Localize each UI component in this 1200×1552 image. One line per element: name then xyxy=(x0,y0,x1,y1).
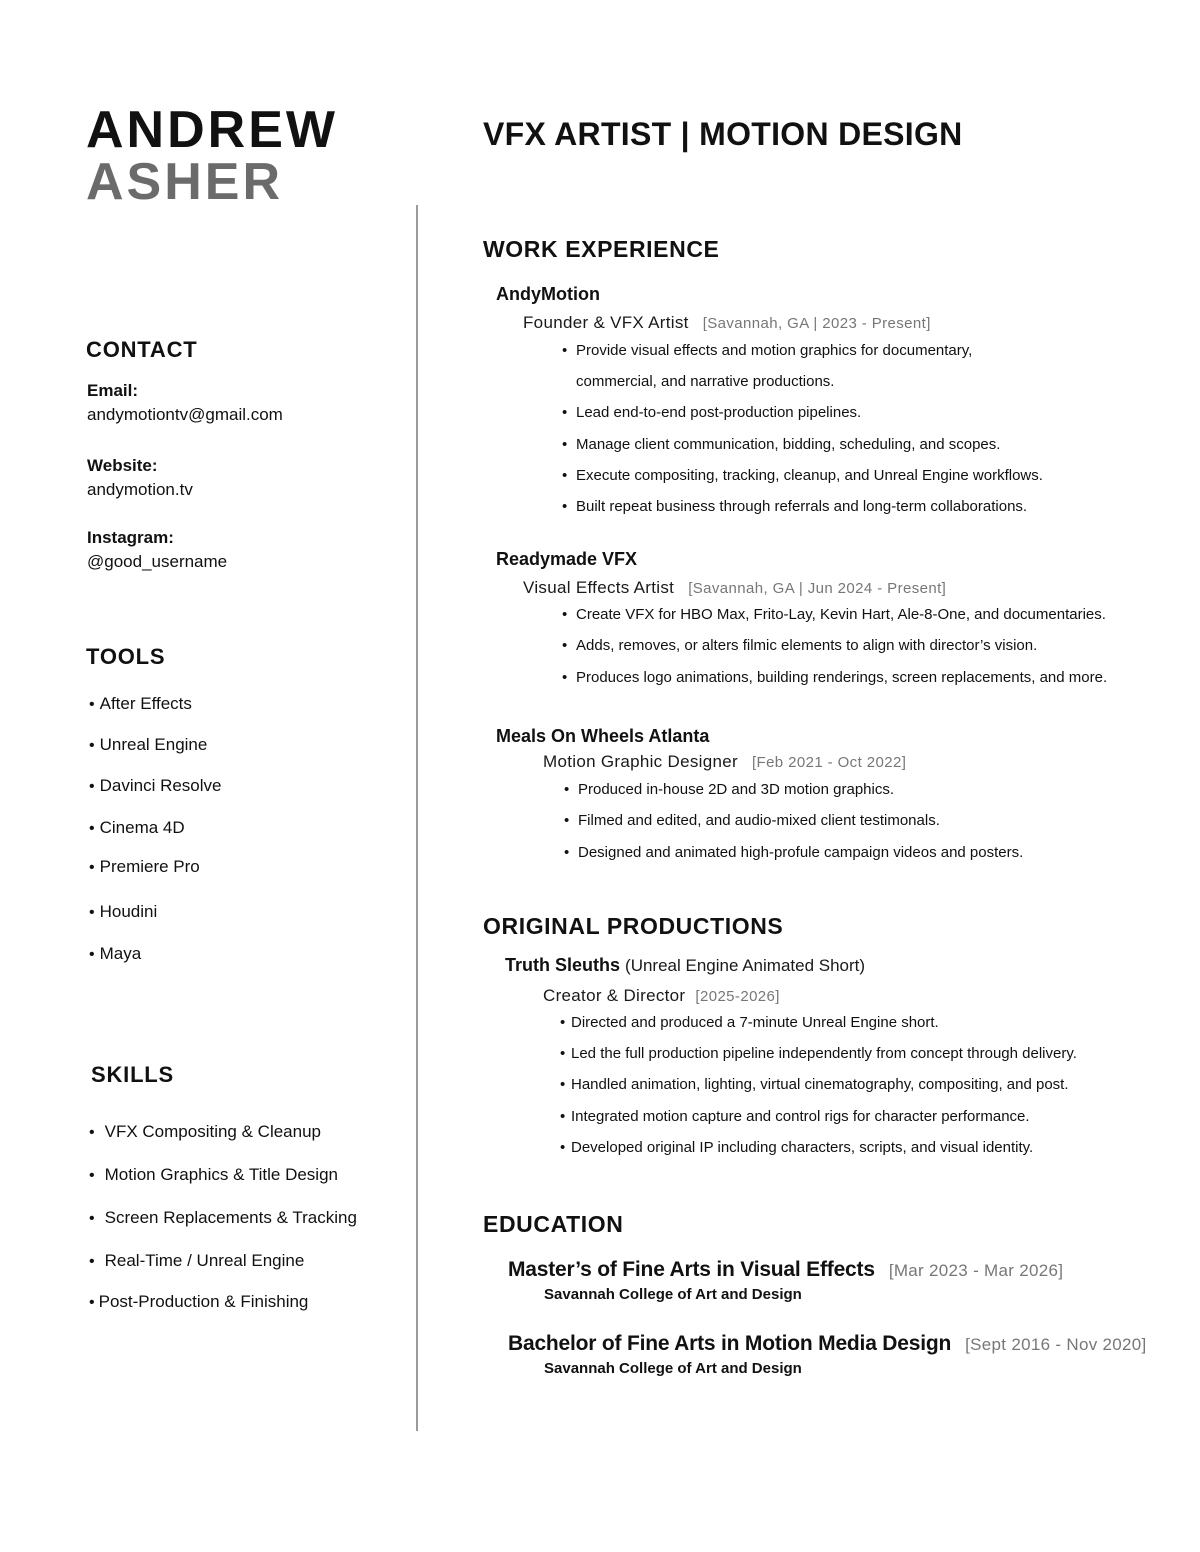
tool-item: • Unreal Engine xyxy=(89,735,208,754)
job-bullet: • Create VFX for HBO Max, Frito-Lay, Kevin Hart, Ale-8-One, and documentaries. xyxy=(562,606,1106,623)
production-bullet: • Directed and produced a 7-minute Unreal Engine short. xyxy=(560,1014,939,1031)
degree-dates: [Sept 2016 - Nov 2020] xyxy=(965,1335,1147,1354)
production-meta: [2025-2026] xyxy=(695,988,780,1005)
production-subtitle: (Unreal Engine Animated Short) xyxy=(625,956,866,975)
job-company: AndyMotion xyxy=(496,284,600,304)
job-meta: [Savannah, GA | Jun 2024 - Present] xyxy=(688,580,947,597)
job-role: Visual Effects Artist [Savannah, GA | Jun 2024 - Present] xyxy=(523,578,947,597)
bullet-icon: • xyxy=(562,498,568,515)
skill-item: • VFX Compositing & Cleanup xyxy=(89,1122,321,1141)
bullet-icon: • xyxy=(562,606,568,623)
bullet-icon: • xyxy=(564,844,570,861)
instagram-value[interactable]: @good_username xyxy=(87,552,228,571)
job-company: Meals On Wheels Atlanta xyxy=(496,726,710,746)
job-role: Founder & VFX Artist [Savannah, GA | 2023 - Present] xyxy=(523,313,931,332)
job-bullet: • Built repeat business through referrals and long-term collaborations. xyxy=(562,498,1028,515)
degree-title: Master’s of Fine Arts in Visual Effects [Mar 2023 - Mar 2026] xyxy=(508,1258,1064,1281)
bullet-icon: • xyxy=(89,859,95,876)
tool-item: • Davinci Resolve xyxy=(89,776,222,795)
tool-item: • After Effects xyxy=(89,694,192,713)
bullet-icon: • xyxy=(560,1014,566,1031)
job-bullet: • Produces logo animations, building renderings, screen replacements, and more. xyxy=(562,669,1108,686)
job-bullet: • Designed and animated high-profule campaign videos and posters. xyxy=(564,844,1024,861)
job-bullet: • Execute compositing, tracking, cleanup, and Unreal Engine workflows. xyxy=(562,467,1043,484)
bullet-icon: • xyxy=(564,781,570,798)
bullet-icon: • xyxy=(562,342,568,359)
production-role: Creator & Director [2025-2026] xyxy=(543,986,780,1005)
job-company: Readymade VFX xyxy=(496,549,638,569)
bullet-icon: • xyxy=(562,669,568,686)
degree-dates: [Mar 2023 - Mar 2026] xyxy=(888,1261,1064,1280)
bullet-icon: • xyxy=(89,1253,95,1270)
job-meta: [Feb 2021 - Oct 2022] xyxy=(751,754,907,771)
bullet-icon: • xyxy=(562,637,568,654)
job-role: Motion Graphic Designer [Feb 2021 - Oct 2022] xyxy=(543,752,907,771)
job-meta: [Savannah, GA | 2023 - Present] xyxy=(702,315,931,332)
bullet-icon: • xyxy=(562,404,568,421)
bullet-icon: • xyxy=(560,1108,566,1125)
tool-item: • Houdini xyxy=(89,902,158,921)
bullet-icon: • xyxy=(560,1139,566,1156)
skill-item: • Screen Replacements & Tracking xyxy=(89,1208,357,1227)
bullet-icon: • xyxy=(89,1294,95,1311)
skill-item: • Real-Time / Unreal Engine xyxy=(89,1251,305,1270)
name-last: ASHER xyxy=(86,153,284,211)
job-bullet: • Produced in-house 2D and 3D motion graphics. xyxy=(564,781,895,798)
instagram-label: Instagram: xyxy=(87,528,174,547)
tools-heading: TOOLS xyxy=(86,644,166,669)
column-divider xyxy=(416,205,418,1431)
contact-heading: CONTACT xyxy=(86,337,198,362)
name-first: ANDREW xyxy=(86,101,338,159)
bullet-icon: • xyxy=(560,1076,566,1093)
skill-item: • Motion Graphics & Title Design xyxy=(89,1165,338,1184)
bullet-icon: • xyxy=(89,1124,95,1141)
bullet-icon: • xyxy=(89,737,95,754)
degree-school: Savannah College of Art and Design xyxy=(544,1286,802,1303)
website-value[interactable]: andymotion.tv xyxy=(87,480,193,499)
bullet-icon: • xyxy=(89,1167,95,1184)
production-title: Truth Sleuths (Unreal Engine Animated Short) xyxy=(505,955,866,975)
tool-item: • Premiere Pro xyxy=(89,857,200,876)
job-bullet: • Lead end-to-end post-production pipelines. xyxy=(562,404,862,421)
job-bullet: • Adds, removes, or alters filmic elements to align with director’s vision. xyxy=(562,637,1038,654)
production-bullet: • Led the full production pipeline independently from concept through delivery. xyxy=(560,1045,1077,1062)
job-bullet: • Filmed and edited, and audio-mixed client testimonals. xyxy=(564,812,940,829)
bullet-icon: • xyxy=(89,696,95,713)
degree-title: Bachelor of Fine Arts in Motion Media Design [Sept 2016 - Nov 2020] xyxy=(508,1332,1147,1355)
original-productions-heading: ORIGINAL PRODUCTIONS xyxy=(483,913,784,939)
job-bullet: • Provide visual effects and motion graphics for documentary, xyxy=(562,342,973,359)
bullet-icon: • xyxy=(89,1210,95,1227)
tool-item: • Maya xyxy=(89,944,142,963)
production-bullet: • Developed original IP including characters, scripts, and visual identity. xyxy=(560,1139,1034,1156)
bullet-icon: • xyxy=(89,946,95,963)
work-experience-heading: WORK EXPERIENCE xyxy=(483,236,720,262)
production-bullet: • Integrated motion capture and control rigs for character performance. xyxy=(560,1108,1030,1125)
skill-item: • Post-Production & Finishing xyxy=(89,1292,309,1311)
bullet-icon: • xyxy=(564,812,570,829)
bullet-icon: • xyxy=(562,467,568,484)
email-value[interactable]: andymotiontv@gmail.com xyxy=(87,405,283,424)
job-bullet-continuation: commercial, and narrative productions. xyxy=(576,373,835,390)
email-label: Email: xyxy=(87,381,139,400)
headline: VFX ARTIST | MOTION DESIGN xyxy=(483,116,963,152)
bullet-icon: • xyxy=(562,436,568,453)
bullet-icon: • xyxy=(89,778,95,795)
bullet-icon: • xyxy=(89,904,95,921)
tool-item: • Cinema 4D xyxy=(89,818,185,837)
skills-heading: SKILLS xyxy=(91,1062,175,1087)
website-label: Website: xyxy=(87,456,158,475)
bullet-icon: • xyxy=(89,820,95,837)
job-bullet: • Manage client communication, bidding, scheduling, and scopes. xyxy=(562,436,1001,453)
education-heading: EDUCATION xyxy=(483,1211,624,1237)
bullet-icon: • xyxy=(560,1045,566,1062)
degree-school: Savannah College of Art and Design xyxy=(544,1360,802,1377)
production-bullet: • Handled animation, lighting, virtual cinematography, compositing, and post. xyxy=(560,1076,1069,1093)
